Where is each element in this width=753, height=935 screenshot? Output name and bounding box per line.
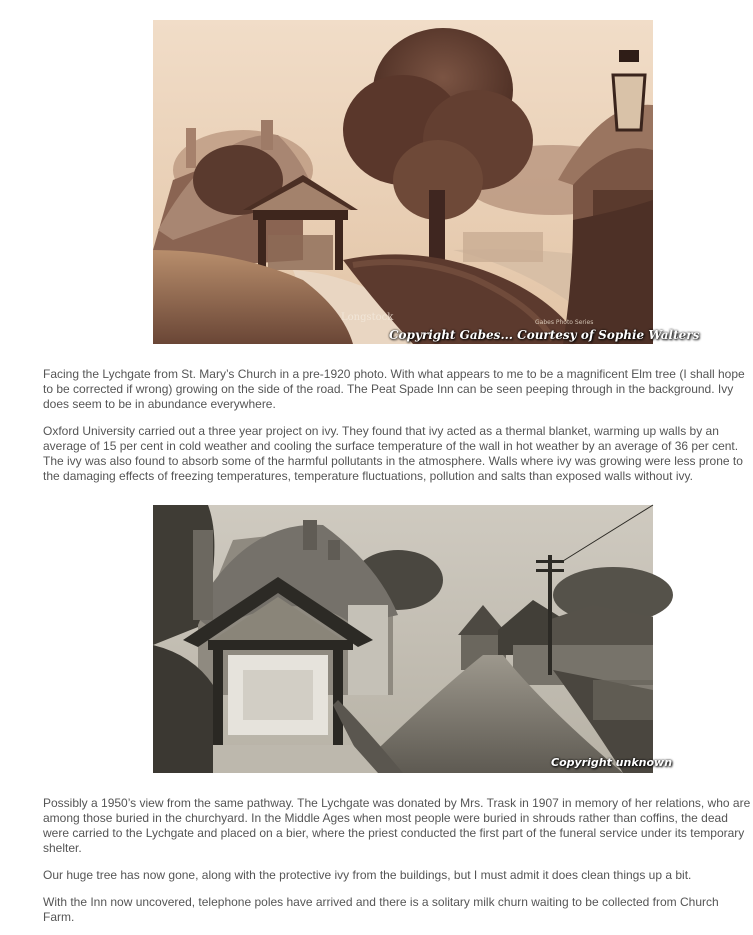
- photo-series-label: Gabes Photo Series: [535, 319, 594, 326]
- paragraph: Possibly a 1950’s view from the same pathway. The Lychgate was donated by Mrs. Trask in 1907 in memory of her relations, who are among those buried in the churchyard. In the Middle Ages when most people were buried in shrouds rather than coffins, the dead were carried to the Lychgate and placed on a bier, where the priest conducted the first part of the funeral service under its temporary shelter.: [43, 796, 751, 855]
- photo-credit: Copyright unknown: [551, 756, 673, 769]
- paragraph: Facing the Lychgate from St. Mary’s Church in a pre-1920 photo. With what appears to me to be a magnificent Elm tree (I shall hope to be corrected if wrong) growing on the side of the road. The Peat Spade Inn can be seen peeping through in the background. Ivy does seem to be in abundance everywhere.: [43, 367, 745, 411]
- photo-lychgate-1950s: [153, 505, 673, 773]
- photo-place-label: Longstock: [341, 312, 394, 323]
- photo-lychgate-pre-1920: [153, 20, 700, 344]
- photo-lychgate-pre-1920-drawing: [153, 20, 653, 344]
- paragraph: Our huge tree has now gone, along with the protective ivy from the buildings, but I must admit it does clean things up a bit.: [43, 868, 692, 882]
- paragraph: Oxford University carried out a three year project on ivy. They found that ivy acted as a thermal blanket, warming up walls by an average of 15 per cent in cold weather and cooling the surface temperature of the wall in hot weather by an average of 36 per cent. The ivy was also found to absorb some of the harmful pollutants in the atmosphere. Walls where ivy was growing were less prone to the damaging effects of freezing temperatures, temperature fluctuations, pollution and salts than exposed walls without ivy.: [43, 424, 743, 483]
- paragraph: With the Inn now uncovered, telephone poles have arrived and there is a solitary milk churn waiting to be collected from Church Farm.: [43, 895, 719, 924]
- photo-lychgate-1950s-drawing: [153, 505, 653, 773]
- photo-credit: Copyright Gabes... Courtesy of Sophie Walters: [389, 328, 700, 342]
